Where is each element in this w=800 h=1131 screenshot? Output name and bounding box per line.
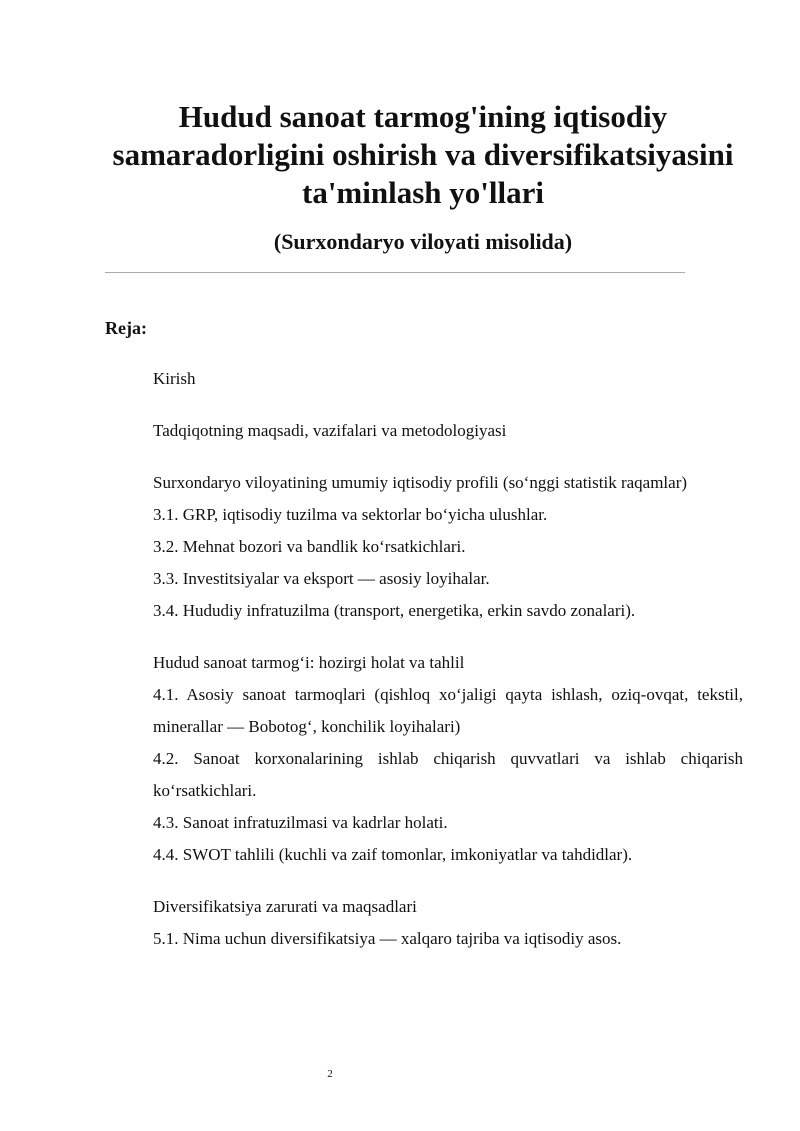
plan-heading: Reja: [105, 318, 147, 338]
toc-item-regional-profile: Surxondaryo viloyatining umumiy iqtisodiy profili (so‘nggi statistik raqamlar) [153, 473, 688, 492]
toc-subitem-3-3: 3.3. Investitsiyalar va eksport — asosiy loyihalar. [153, 569, 490, 588]
title-divider [105, 272, 685, 273]
toc-item-research-goals: Tadqiqotning maqsadi, vazifalari va metodologiyasi [153, 421, 507, 440]
toc-item-industry-analysis: Hudud sanoat tarmog‘i: hozirgi holat va tahlil [153, 653, 465, 672]
toc-subitem-5-1: 5.1. Nima uchun diversifikatsiya — xalqaro tajriba va iqtisodiy asos. [153, 929, 622, 948]
toc-subitem-3-1: 3.1. GRP, iqtisodiy tuzilma va sektorlar bo‘yicha ulushlar. [153, 505, 548, 524]
toc-item-diversification: Diversifikatsiya zarurati va maqsadlari [153, 897, 417, 916]
toc-subitem-3-4: 3.4. Hududiy infratuzilma (transport, energetika, erkin savdo zonalari). [153, 601, 636, 620]
toc-subitem-4-1: 4.1. Asosiy sanoat tarmoqlari (qishloq xo‘jaligi qayta ishlash, oziq-ovqat, tekstil, minerallar — Bobotog‘, konchilik loyihalari) [153, 685, 743, 736]
document-title: Hudud sanoat tarmog'ining iqtisodiy samaradorligini oshirish va diversifikatsiyasini ta'minlash yo'llari [112, 99, 734, 210]
toc-subitem-3-2: 3.2. Mehnat bozori va bandlik ko‘rsatkichlari. [153, 537, 466, 556]
page-number: 2 [327, 1068, 333, 1080]
toc-subitem-4-3: 4.3. Sanoat infratuzilmasi va kadrlar holati. [153, 813, 448, 832]
toc-subitem-4-2: 4.2. Sanoat korxonalarining ishlab chiqarish quvvatlari va ishlab chiqarish ko‘rsatkichlari. [153, 749, 743, 800]
table-of-contents [153, 363, 743, 955]
toc-subitem-4-4: 4.4. SWOT tahlili (kuchli va zaif tomonlar, imkoniyatlar va tahdidlar). [153, 845, 633, 864]
document-subtitle: (Surxondaryo viloyati misolida) [273, 229, 573, 254]
toc-item-introduction: Kirish [153, 369, 196, 388]
